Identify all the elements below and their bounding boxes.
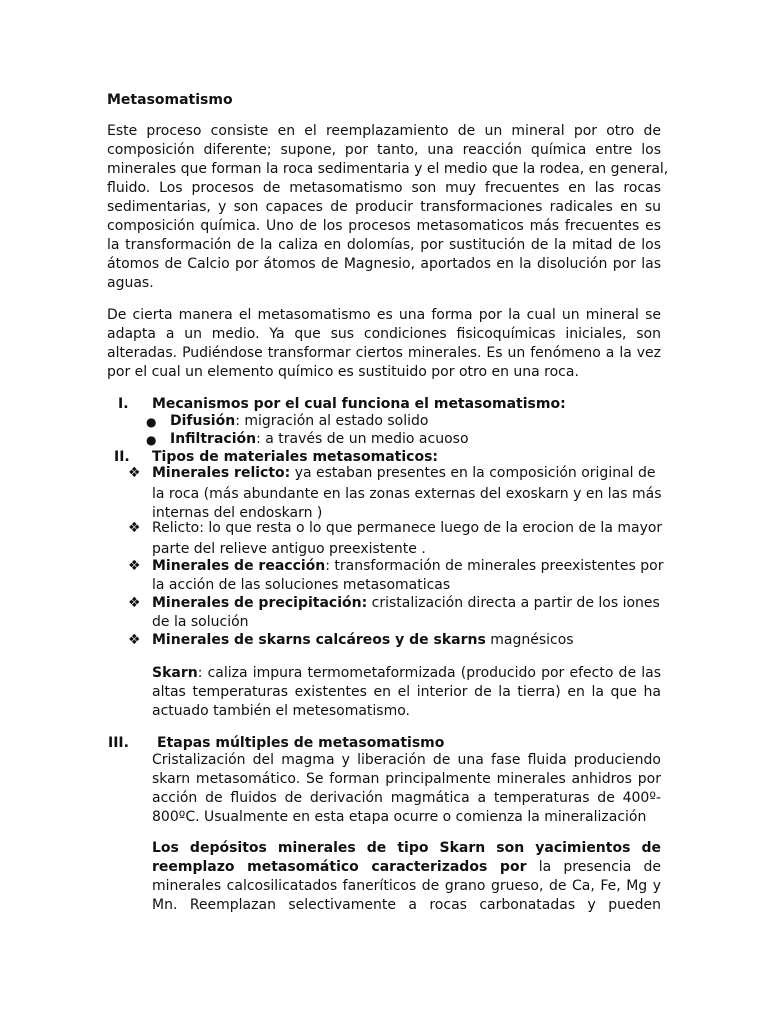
skarn-definition: Skarn: caliza impura termometaformizada (producido por efecto de las altas temperaturas existentes en el interior de la tierra) en la que ha actuado también el metesomatismo. xyxy=(152,665,661,719)
list-item-continuation: internas del endoskarn ) xyxy=(152,505,323,521)
list-item-continuation: la acción de las soluciones metasomaticas xyxy=(152,577,451,593)
diamond-bullet-icon: ❖ xyxy=(128,595,141,611)
list-item-continuation: la roca (más abundante en las zonas externas del exoskarn y en las más xyxy=(152,486,662,502)
list-item: Difusión: migración al estado solido xyxy=(170,413,429,429)
diamond-bullet-icon: ❖ xyxy=(128,520,141,536)
bullet-icon: ● xyxy=(146,415,157,429)
section-2-number: II. xyxy=(114,449,130,465)
diamond-bullet-icon: ❖ xyxy=(128,558,141,574)
list-item-continuation: parte del relieve antiguo preexistente . xyxy=(152,541,426,557)
section-1-heading: Mecanismos por el cual funciona el metasomatismo: xyxy=(152,396,566,412)
deposits-paragraph: Los depósitos minerales de tipo Skarn son yacimientos de reemplazo metasomático caracterizados por la presencia de minerales calcosilicatados faneríticos de grano grueso, de Ca, Fe, Mg y Mn. Reemplazan selectivamente a rocas carbonatadas y pueden xyxy=(152,840,661,913)
bullet-icon: ● xyxy=(146,433,157,447)
list-item-continuation: de la solución xyxy=(152,614,249,630)
list-item-skarns: Minerales de skarns calcáreos y de skarns magnésicos xyxy=(152,632,574,648)
section-3-heading: Etapas múltiples de metasomatismo xyxy=(157,735,445,751)
list-item: Infiltración: a través de un medio acuoso xyxy=(170,431,469,447)
list-item-relicto-definition: Relicto: lo que resta o lo que permanece luego de la erocion de la mayor xyxy=(152,520,663,536)
diamond-bullet-icon: ❖ xyxy=(128,465,141,481)
section-2-heading: Tipos de materiales metasomaticos: xyxy=(152,449,439,465)
section-3-paragraph: Cristalización del magma y liberación de una fase fluida produciendo skarn metasomático. Se forman principalmente minerales anhidros por acción de fluidos de derivación magmática a temperaturas de 400º- 800ºC. Usualmente en esta etapa ocurre o comienza la mineralización xyxy=(152,752,661,825)
list-item-precipitacion: Minerales de precipitación: cristalización directa a partir de los iones xyxy=(152,595,660,611)
section-3-number: III. xyxy=(108,735,129,751)
diamond-bullet-icon: ❖ xyxy=(128,632,141,648)
page-title: Metasomatismo xyxy=(107,92,233,108)
intro-paragraph: Este proceso consiste en el reemplazamiento de un mineral por otro de composición diferente; supone, por tanto, una reacción química entre los minerales que forman la roca sedimentaria y el medio que la rodea, en general, fluido. Los procesos de metasomatismo son muy frecuentes en las rocas sedimentarias, y son capaces de producir transformaciones radicales en su composición química. Uno de los procesos metasomaticos más frecuentes es la transformación de la caliza en dolomías, por sustitución de la mitad de los átomos de Calcio por átomos de Magnesio, aportados en la disolución por las aguas. xyxy=(107,123,669,291)
list-item-reaccion: Minerales de reacción: transformación de minerales preexistentes por xyxy=(152,558,664,574)
second-paragraph: De cierta manera el metasomatismo es una forma por la cual un mineral se adapta a un medio. Ya que sus condiciones fisicoquímicas iniciales, son alteradas. Pudiéndose transformar ciertos minerales. Es un fenómeno a la vez por el cual un elemento químico es sustituido por otro en una roca. xyxy=(107,307,661,380)
section-1-number: I. xyxy=(118,396,129,412)
list-item-relicto: Minerales relicto: ya estaban presentes en la composición original de xyxy=(152,465,656,481)
